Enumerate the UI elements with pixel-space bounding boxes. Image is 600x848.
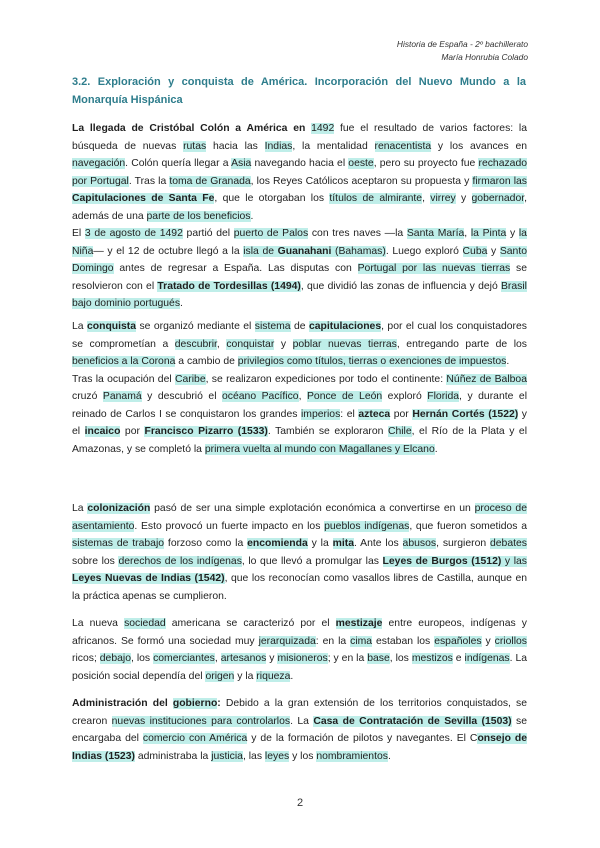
highlighted-text: imperios <box>301 408 341 420</box>
highlighted-text: Capitulaciones de Santa Fe <box>72 193 215 204</box>
highlighted-text: toma de Granada <box>169 175 251 187</box>
highlighted-text: poblar nuevas tierras <box>292 338 397 350</box>
highlighted-text: privilegios como títulos, tierras o exenciones de impuestos <box>237 356 507 367</box>
page-header <box>397 38 528 64</box>
highlighted-text: parte de los beneficios <box>146 210 251 222</box>
highlighted-text: Caribe <box>174 373 206 385</box>
highlighted-text: 3 de agosto de 1492 <box>84 228 183 239</box>
highlighted-text: Asia <box>231 158 252 169</box>
highlighted-text: comercio con América <box>142 733 248 744</box>
highlighted-text: riqueza <box>256 670 291 682</box>
highlighted-text: Casa de Contratación de Sevilla (1503) <box>313 715 512 727</box>
highlighted-text: Florida <box>427 391 460 402</box>
bold-text: : <box>217 698 221 709</box>
highlighted-text: mita <box>332 538 354 549</box>
highlighted-text: Leyes de Burgos (1512) <box>382 555 502 567</box>
highlighted-text: derechos de los indígenas <box>118 555 242 567</box>
highlighted-text: criollos <box>494 635 527 647</box>
highlighted-text: cima <box>350 635 373 647</box>
bold-text: Administración del <box>72 698 173 709</box>
highlighted-text: origen <box>205 670 235 682</box>
header-subject: Historia de España - 2º bachillerato <box>396 39 528 49</box>
highlighted-text: jerarquizada <box>258 635 316 647</box>
highlighted-text: Portugal por las nuevas tierras <box>357 263 511 274</box>
highlighted-text: Santo Domingo <box>72 245 527 274</box>
highlighted-text: (Bahamas) <box>331 245 386 257</box>
highlighted-text: Indias <box>264 140 293 152</box>
highlighted-text: océano Pacífico <box>222 391 299 402</box>
highlighted-text: renacentista <box>374 140 432 152</box>
highlighted-text: oeste <box>348 158 374 169</box>
bold-text: llegada de Cristóbal Colón a América <box>89 123 288 134</box>
highlighted-text: Guanahani <box>277 245 332 257</box>
highlighted-text: conquista <box>86 321 137 332</box>
highlighted-text: Chile <box>387 426 412 437</box>
highlighted-text: Panamá <box>102 391 142 402</box>
highlighted-text: comerciantes <box>153 653 215 664</box>
highlighted-text: la Niña <box>72 228 527 257</box>
highlighted-text: descubrir <box>174 338 217 350</box>
highlighted-text: leyes <box>264 750 290 762</box>
highlighted-text: 1492 <box>311 123 335 134</box>
highlighted-text: incaico <box>84 426 121 437</box>
paragraph-administration: Administración del gobierno: Debido a la gran extensión de los territorios conquistados, se crearon nuevas instituciones para controlarlos. La Casa de Contratación de Sevilla (1503) se encargaba del comercio con América y de la formación de pilotos y navegantes. El Consejo de Indias (1523) administraba la justicia, las leyes y los nombramientos. <box>72 698 528 762</box>
highlighted-text: Tratado de Tordesillas (1494) <box>157 280 301 292</box>
section-title: 3.2. Exploración y conquista de América. Incorporación del Nuevo Mundo a la Monarquía Hispánica <box>72 76 526 106</box>
highlighted-text: firmaron las <box>472 175 527 187</box>
highlighted-text: Cuba <box>462 245 488 257</box>
paragraph-conquest: La conquista se organizó mediante el sistema de capitulaciones, por el cual los conquistadores se comprometían a descubrir, conquistar y poblar nuevas tierras, entregando parte de los beneficios a la Corona a cambio de privilegios como títulos, tierras o exenciones de impuestos. Tras la ocupación del Caribe, se realizaron expediciones por todo el continente: Núñez de Balboa cruzó Panamá y descubrió el océano Pacífico, Ponce de León exploró Florida, y durante el reinado de Carlos I se conquistaron los grandes imperios: el azteca por Hernán Cortés (1522) y el incaico por Francisco Pizarro (1533). También se exploraron Chile, el Río de la Plata y el Amazonas, y se completó la primera vuelta al mundo con Magallanes y Elcano. <box>72 321 528 455</box>
highlighted-text: Leyes Nuevas de Indias (1542) <box>72 573 225 584</box>
highlighted-text: Ponce de León <box>307 391 383 402</box>
paragraph-society: La nueva sociedad americana se caracterizó por el mestizaje entre europeos, indígenas y africanos. Se formó una sociedad muy jerarquizada: en la cima estaban los españoles y criollos ricos; debajo, los comerciantes, artesanos y misioneros; y en la base, los mestizos e indígenas. La posición social dependía del origen y la riqueza. <box>72 618 528 682</box>
highlighted-text: sistemas de trabajo <box>72 538 165 549</box>
highlighted-text: Núñez de Balboa <box>446 373 527 385</box>
paragraph-colonization: La colonización pasó de ser una simple explotación económica a convertirse en un proceso de asentamiento. Esto provocó un fuerte impacto en los pueblos indígenas, que fueron sometidos a sistemas de trabajo forzoso como la encomienda y la mita. Ante los abusos, surgieron debates sobre los derechos de los indígenas, lo que llevó a promulgar las Leyes de Burgos (1512) y las Leyes Nuevas de Indias (1542), que los reconocían como vasallos libres de Castilla, aunque en la práctica apenas se cumplieron. <box>72 503 527 602</box>
highlighted-text: primera vuelta al mundo con Magallanes y Elcano <box>204 443 435 455</box>
highlighted-text: capitulaciones <box>308 321 382 332</box>
highlighted-text: nombramientos <box>316 750 388 762</box>
highlighted-text: artesanos <box>220 653 267 664</box>
highlighted-text: Santa María <box>406 228 465 239</box>
highlighted-text: rechazado por Portugal <box>72 158 528 187</box>
bold-text: La <box>72 123 90 134</box>
highlighted-text: debates <box>490 538 527 549</box>
highlighted-text: gobierno <box>172 698 218 709</box>
highlighted-text: Brasil bajo dominio portugués <box>72 280 527 309</box>
highlighted-text: debajo <box>99 653 131 664</box>
highlighted-text: isla de <box>243 245 278 257</box>
highlighted-text: proceso de asentamiento <box>72 503 527 532</box>
highlighted-text: títulos de almirante <box>329 193 423 204</box>
highlighted-text: misioneros <box>277 653 328 664</box>
highlighted-text: sistema <box>254 321 291 332</box>
highlighted-text: onsejo de Indias (1523) <box>72 733 528 762</box>
highlighted-text: nuevas instituciones para controlarlos <box>111 715 291 727</box>
highlighted-text: mestizos <box>411 653 453 664</box>
highlighted-text: base <box>367 653 390 664</box>
highlighted-text: virrey <box>430 193 456 204</box>
header-author: María Honrubia Colado <box>441 52 528 62</box>
highlighted-text: rutas <box>183 140 207 152</box>
highlighted-text: gobernador <box>471 193 525 204</box>
highlighted-text: conquistar <box>226 338 275 350</box>
page-number: 2 <box>296 797 304 809</box>
highlighted-text: Hernán Cortés (1522) <box>412 408 519 420</box>
highlighted-text: sociedad <box>124 618 166 629</box>
highlighted-text: colonización <box>87 503 151 514</box>
highlighted-text: navegación <box>72 158 126 169</box>
highlighted-text: beneficios a la Corona <box>72 356 176 367</box>
highlighted-text: abusos <box>402 538 437 549</box>
highlighted-text: mestizaje <box>335 618 383 629</box>
highlighted-text: españoles <box>434 635 482 647</box>
highlighted-text: indígenas <box>464 653 510 664</box>
bold-text: en <box>287 123 312 134</box>
highlighted-text: azteca <box>358 408 391 420</box>
paragraph-colon-arrival: La llegada de Cristóbal Colón a América en 1492 fue el resultado de varios factores: la búsqueda de nuevas rutas hacia las Indias, la mentalidad renacentista y los avances en navegación. Colón quería llegar a Asia navegando hacia el oeste, pero su proyecto fue rechazado por Portugal. Tras la toma de Granada, los Reyes Católicos aceptaron su propuesta y firmaron las Capitulaciones de Santa Fe, que le otorgaban los títulos de almirante, virrey y gobernador, además de una parte de los beneficios. El 3 de agosto de 1492 partió del puerto de Palos con tres naves —la Santa María, la Pinta y la Niña— y el 12 de octubre llegó a la isla de Guanahani (Bahamas). Luego exploró Cuba y Santo Domingo antes de regresar a España. Las disputas con Portugal por las nuevas tierras se resolvieron con el Tratado de Tordesillas (1494), que dividió las zonas de influencia y dejó Brasil bajo dominio portugués. <box>72 123 528 309</box>
highlighted-text: justicia <box>211 750 243 762</box>
highlighted-text: pueblos indígenas <box>324 520 410 532</box>
highlighted-text: encomienda <box>247 538 308 549</box>
highlighted-text: la Pinta <box>470 228 507 239</box>
highlighted-text: Francisco Pizarro (1533) <box>144 426 268 437</box>
highlighted-text: y las <box>501 555 527 567</box>
highlighted-text: puerto de Palos <box>233 228 309 239</box>
